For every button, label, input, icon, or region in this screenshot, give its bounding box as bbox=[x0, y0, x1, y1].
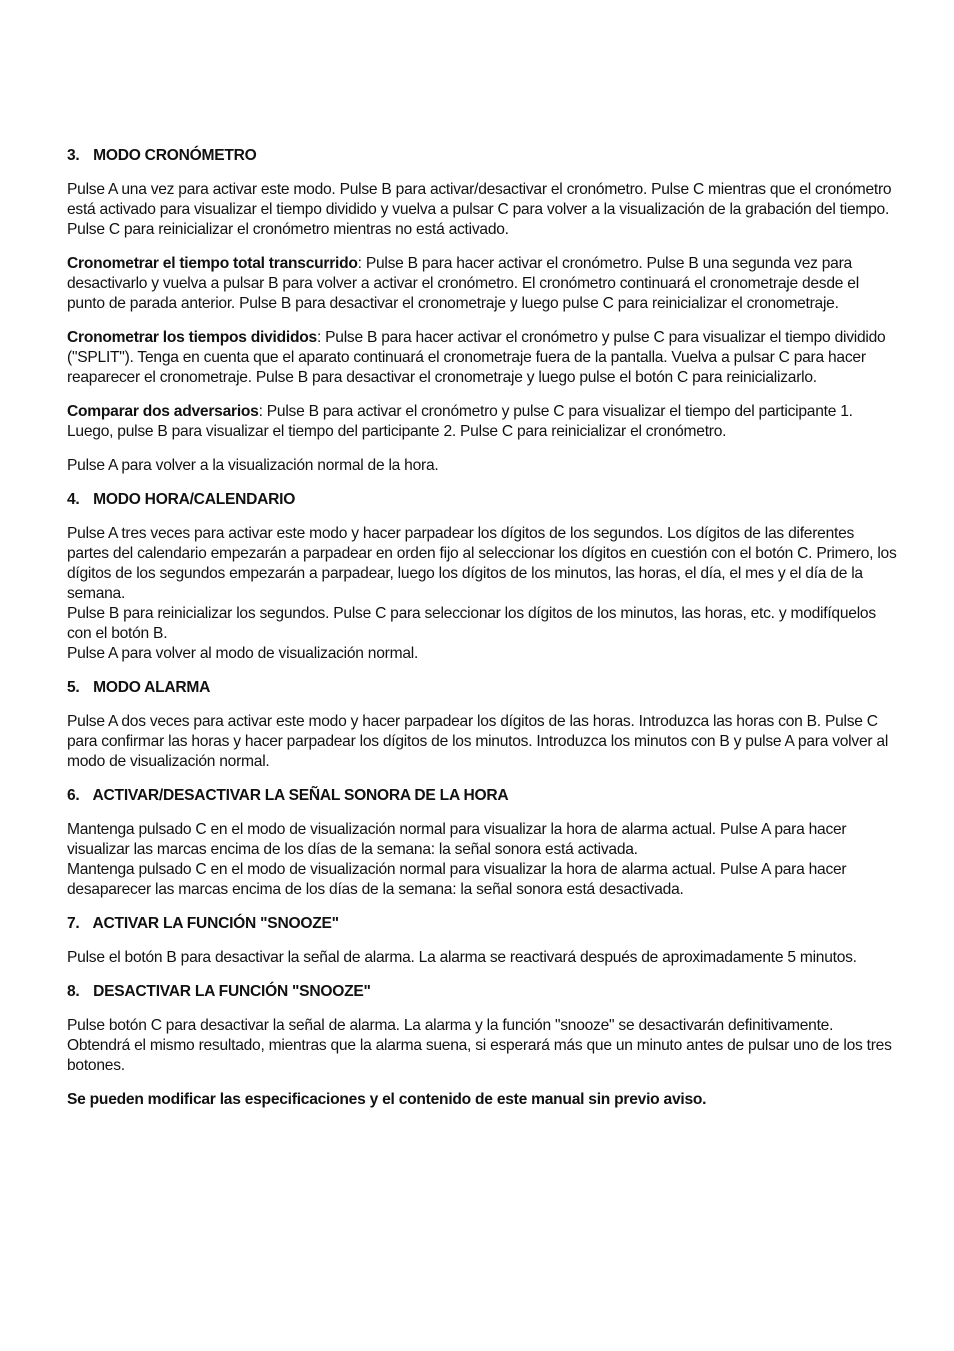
paragraph: Mantenga pulsado C en el modo de visualización normal para visualizar la hora de alarma actual. Pulse A para hacer visualizar las marcas encima de los días de la semana: la señal sonora está activada. Mantenga pulsado C en el modo de visualización normal para visualizar la hora de alarma actual. Pulse A para hacer desaparecer las marcas encima de los días de la semana: la señal sonora está desactivada. bbox=[67, 821, 847, 898]
disclaimer-notice: Se pueden modificar las especificaciones y el contenido de este manual sin previo aviso. bbox=[67, 1091, 707, 1108]
section-heading-5: 5. MODO ALARMA bbox=[67, 679, 211, 696]
section-heading-6: 6. ACTIVAR/DESACTIVAR LA SEÑAL SONORA DE LA HORA bbox=[67, 787, 509, 804]
paragraph: Cronometrar el tiempo total transcurrido: Pulse B para hacer activar el cronómetro. Pulse B una segunda vez para desactivarlo y vuelva a pulsar B para volver a activar el cronómetro. El cronómetro continuará el cronometraje desde el punto de parada anterior. Pulse B para desactivar el cronometraje y luego pulse C para reinicializar el cronometraje. bbox=[67, 255, 859, 312]
section-heading-3: 3. MODO CRONÓMETRO bbox=[67, 147, 257, 164]
paragraph: Comparar dos adversarios: Pulse B para activar el cronómetro y pulse C para visualizar el tiempo del participante 1. Luego, pulse B para visualizar el tiempo del participante 2. Pulse C para reinicializar el cronómetro. bbox=[67, 403, 853, 440]
section-heading-7: 7. ACTIVAR LA FUNCIÓN "SNOOZE" bbox=[67, 915, 339, 932]
paragraph: Pulse A una vez para activar este modo. Pulse B para activar/desactivar el cronómetro. Pulse C mientras que el cronómetro está activado para visualizar el tiempo dividido y vuelva a pulsar C para volver a la visualización de la grabación del tiempo. Pulse C para reinicializar el cronómetro mientras no está activado. bbox=[67, 181, 892, 238]
section-heading-4: 4. MODO HORA/CALENDARIO bbox=[67, 491, 296, 508]
manual-page bbox=[67, 146, 897, 1124]
paragraph: Pulse botón C para desactivar la señal de alarma. La alarma y la función "snooze" se desactivarán definitivamente. Obtendrá el mismo resultado, mientras que la alarma suena, si esperará más que un minuto antes de pulsar uno de los tres botones. bbox=[67, 1017, 892, 1074]
paragraph: Cronometrar los tiempos divididos: Pulse B para hacer activar el cronómetro y pulse C para visualizar el tiempo dividido ("SPLIT"). Tenga en cuenta que el aparato continuará el cronometraje fuera de la pantalla. Vuelva a pulsar C para hacer reaparecer el cronometraje. Pulse B para desactivar el cronometraje y luego pulse el botón C para reinicializarlo. bbox=[67, 329, 886, 386]
paragraph: Pulse A tres veces para activar este modo y hacer parpadear los dígitos de los segundos. Los dígitos de las diferentes partes del calendario empezarán a parpadear en orden fijo al seleccionar los dígitos en cuestión con el botón C. Primero, los dígitos de los segundos empezarán a parpadear, luego los dígitos de los minutos, las horas, el día, el mes y el día de la semana. Pulse B para reinicializar los segundos. Pulse C para seleccionar los dígitos de los minutos, las horas, etc. y modifíquelos con el botón B. Pulse A para volver al modo de visualización normal. bbox=[67, 525, 897, 662]
paragraph: Pulse A para volver a la visualización normal de la hora. bbox=[67, 457, 439, 474]
section-heading-8: 8. DESACTIVAR LA FUNCIÓN "SNOOZE" bbox=[67, 983, 371, 1000]
paragraph: Pulse A dos veces para activar este modo y hacer parpadear los dígitos de las horas. Introduzca las horas con B. Pulse C para confirmar las horas y hacer parpadear los dígitos de los minutos. Introduzca los minutos con B y pulse A para volver al modo de visualización normal. bbox=[67, 713, 889, 770]
paragraph: Pulse el botón B para desactivar la señal de alarma. La alarma se reactivará después de aproximadamente 5 minutos. bbox=[67, 949, 857, 966]
